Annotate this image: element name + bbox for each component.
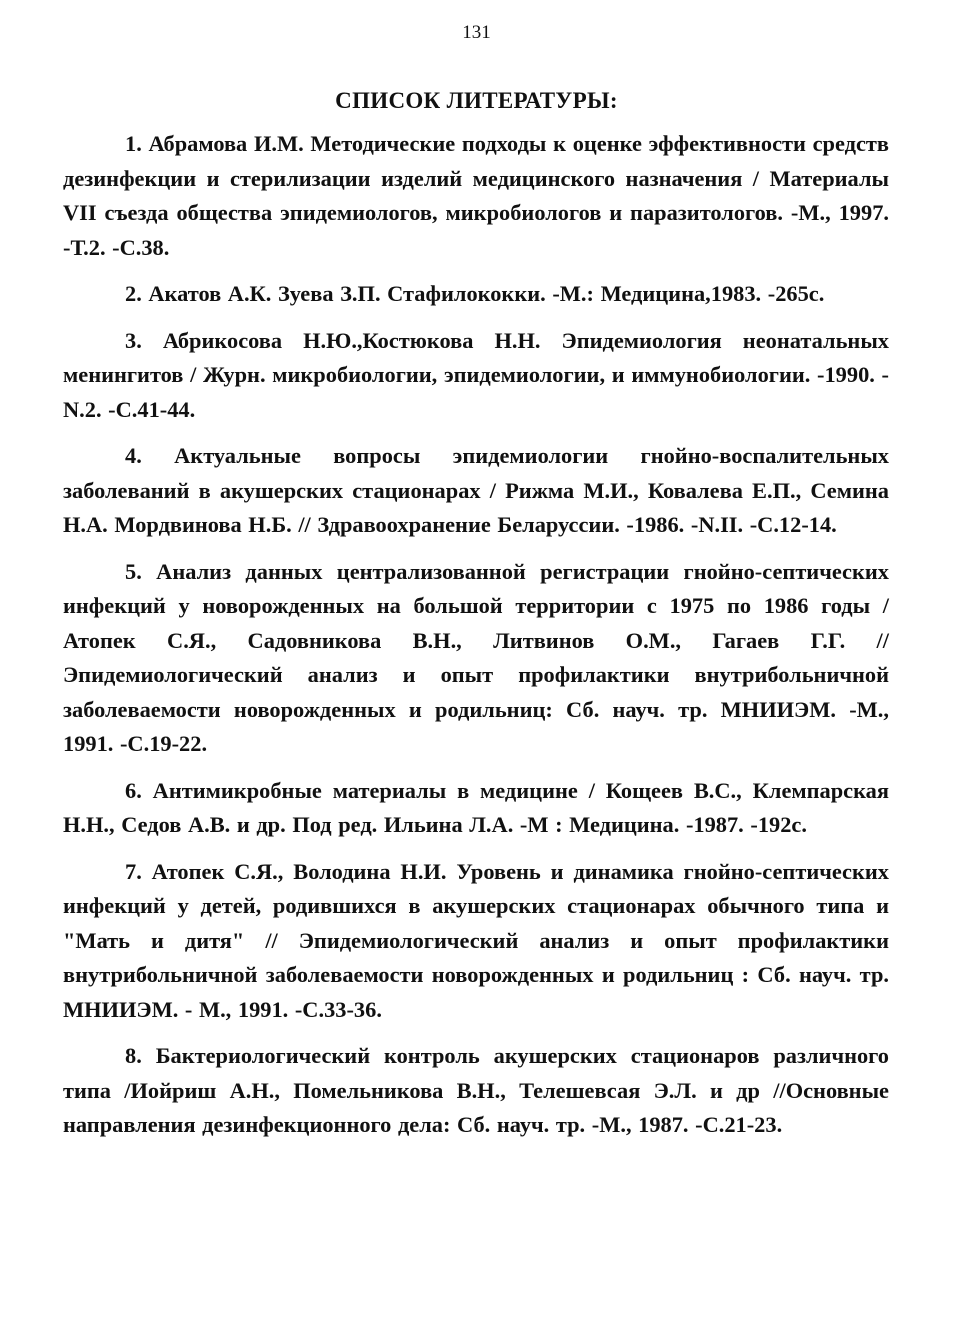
reference-item: 3. Абрикосова Н.Ю.,Костюкова Н.Н. Эпидемиология неонатальных менингитов / Журн. микробиологии, эпидемиологии, и иммунобиологии. -1990. -N.2. -С.41-44. bbox=[63, 327, 889, 422]
page-number: 131 bbox=[462, 22, 491, 43]
reference-item: 4. Актуальные вопросы эпидемиологии гнойно-воспалительных заболеваний в акушерских стационарах / Рижма М.И., Ковалева Е.П., Семина Н.А. Мордвинова Н.Б. // Здравоохранение Беларуссии. -1986. -N.II. -С.12-14. bbox=[63, 443, 889, 537]
reference-item: 7. Атопек С.Я., Володина Н.И. Уровень и динамика гнойно-септических инфекций у детей, родившихся в акушерских стационарах обычного типа и "Мать и дитя" // Эпидемиологический анализ и опыт профилактики внутрибольничной заболеваемости новорожденных и родильниц : Сб. науч. тр. МНИИЭМ. - М., 1991. -С.33-36. bbox=[63, 858, 889, 1022]
page-title: СПИСОК ЛИТЕРАТУРЫ: bbox=[335, 88, 618, 113]
reference-item: 6. Антимикробные материалы в медицине / Кощеев В.С., Клемпарская Н.Н., Седов А.В. и др. Под ред. Ильина Л.А. -М : Медицина. -1987. -192с. bbox=[63, 777, 889, 837]
reference-item: 1. Абрамова И.М. Методические подходы к оценке эффективности средств дезинфекции и стерилизации изделий медицинского назначения / Материалы VII съезда общества эпидемиологов, микробиологов и паразитологов. -М., 1997. -Т.2. -С.38. bbox=[63, 131, 889, 260]
reference-item: 8. Бактериологический контроль акушерских стационаров различного типа /Иойриш А.Н., Помельникова В.Н., Телешевсая Э.Л. и др //Основные направления дезинфекционного дела: Сб. науч. тр. -М., 1987. -С.21-23. bbox=[63, 1043, 889, 1137]
reference-item: 2. Акатов А.К. Зуева З.П. Стафилококки. -М.: Медицина,1983. -265с. bbox=[125, 281, 825, 306]
reference-list bbox=[63, 127, 889, 1155]
reference-item: 5. Анализ данных централизованной регистрации гнойно-септических инфекций у новорожденных на большой территории с 1975 по 1986 годы / Атопек С.Я., Садовникова В.Н., Литвинов О.М., Гагаев Г.Г. // Эпидемиологический анализ и опыт профилактики внутрибольничной заболеваемости новорожденных и родильниц: Сб. науч. тр. МНИИЭМ. -М., 1991. -С.19-22. bbox=[63, 558, 889, 756]
